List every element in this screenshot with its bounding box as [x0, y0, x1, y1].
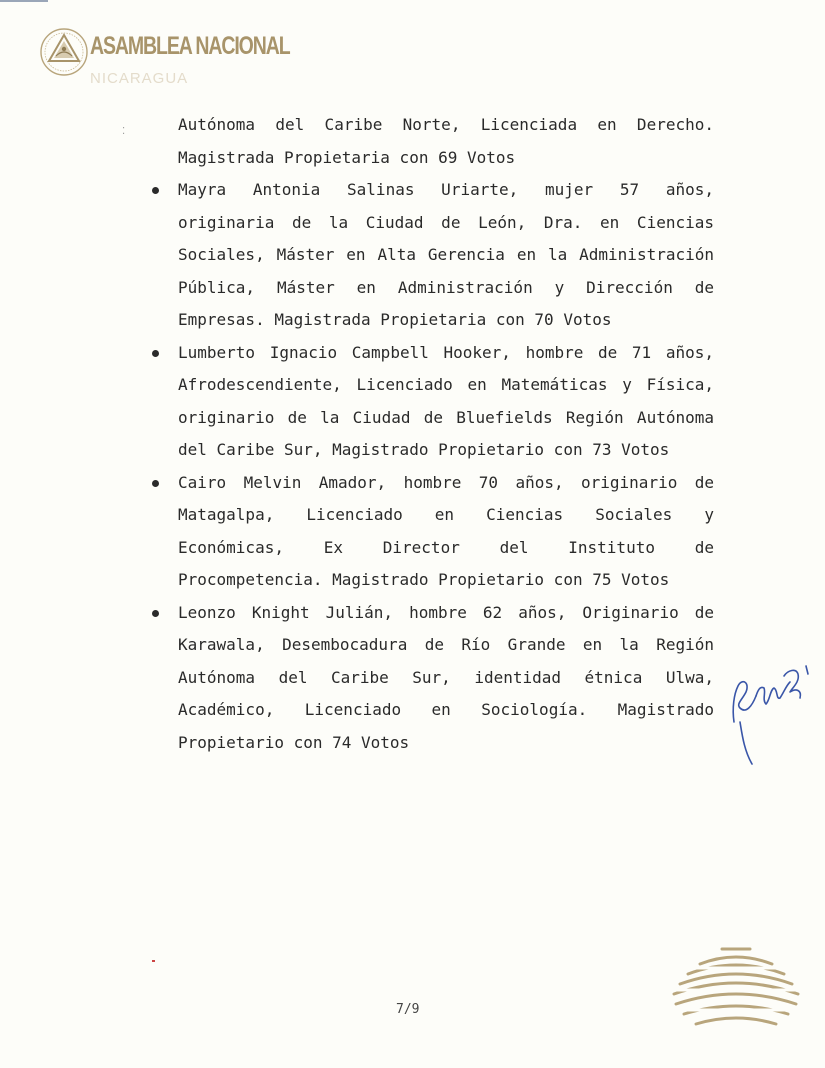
list-item: [178, 337, 714, 467]
bullet-icon: [152, 610, 159, 617]
list-item: [178, 597, 714, 760]
list-item-text: Leonzo Knight Julián, hombre 62 años, Originario de Karawala, Desembocadura de Río Grande en la Región Autónoma del Caribe Sur, identidad étnica Ulwa, Académico, Licenciado en Sociología. Magistrado Propietario con 74 Votos: [178, 602, 714, 752]
org-subtitle: NICARAGUA: [90, 70, 189, 87]
document-body: [146, 109, 714, 759]
national-assembly-seal-icon: [38, 26, 90, 78]
list-item-text: Lumberto Ignacio Campbell Hooker, hombre de 71 años, Afrodescendiente, Licenciado en Matemáticas y Física, originario de la Ciudad de Bluefields Región Autónoma del Caribe Sur, Magistrado Propietario con 73 Votos: [178, 342, 714, 459]
list-item-text: Mayra Antonia Salinas Uriarte, mujer 57 años, originaria de la Ciudad de León, Dra. en Ciencias Sociales, Máster en Alta Gerencia en la Administración Pública, Máster en Administración y Dirección de Empresas. Magistrada Propietaria con 70 Votos: [178, 180, 714, 329]
bullet-icon: [152, 350, 159, 357]
top-rule: [0, 0, 48, 2]
list-item: [178, 467, 714, 597]
bullet-icon: [152, 187, 159, 194]
assembly-chamber-logo-icon: [666, 944, 806, 1030]
list-item-text: Cairo Melvin Amador, hombre 70 años, originario de Matagalpa, Licenciado en Ciencias Sociales y Económicas, Ex Director del Instituto de Procompetencia. Magistrado Propietario con 75 Votos: [178, 472, 714, 589]
scan-speck: [152, 960, 155, 962]
bullet-icon: [152, 480, 159, 487]
letterhead: [38, 24, 290, 96]
page-number: 7/9: [396, 1002, 420, 1017]
scan-mark: ⁚: [122, 126, 126, 137]
handwritten-signature: [726, 660, 816, 770]
paragraph-text: Autónoma del Caribe Norte, Licenciada en Derecho. Magistrada Propietaria con 69 Votos: [178, 115, 714, 167]
org-name: ASAMBLEA NACIONAL: [90, 32, 290, 60]
paragraph-continuation: [178, 109, 714, 174]
list-item: [178, 174, 714, 337]
